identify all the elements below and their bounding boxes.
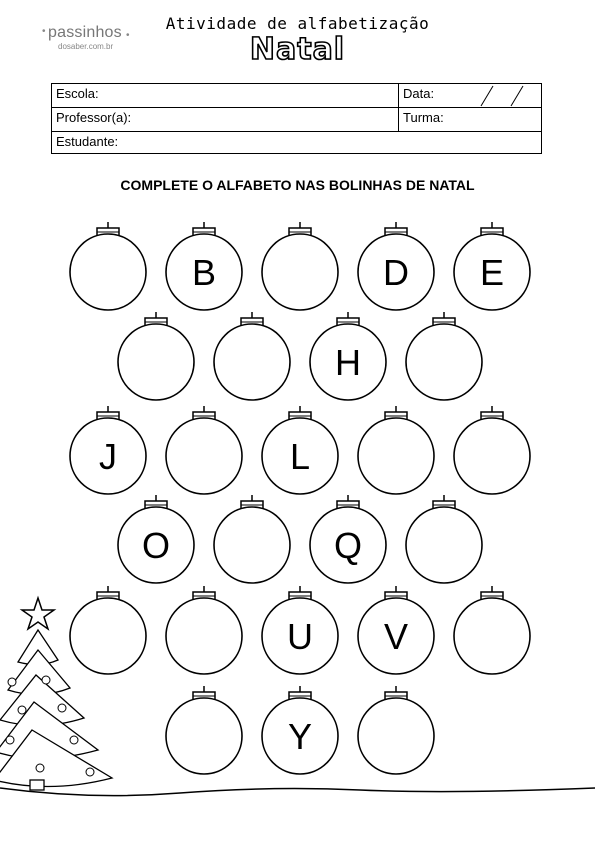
tree-icon — [0, 630, 112, 790]
logo-domain: dosaber.com.br — [58, 42, 114, 51]
ornament-ball[interactable] — [166, 406, 242, 494]
ornament-letter: D — [383, 252, 409, 293]
ornament-circle — [214, 507, 290, 583]
ornament-letter: B — [191, 252, 217, 293]
ornament-circle — [166, 418, 242, 494]
ornament-ball[interactable] — [262, 406, 338, 494]
ornament-letter: O — [141, 525, 171, 566]
ornament-circle — [454, 418, 530, 494]
logo-name: passinhos — [48, 24, 122, 41]
ornament-ball[interactable] — [166, 222, 242, 310]
ornament-ball[interactable] — [214, 495, 290, 583]
ornament-ball[interactable] — [358, 406, 434, 494]
ornament-circle — [406, 324, 482, 400]
logo-dot: • — [126, 30, 130, 41]
ornament-ball[interactable] — [70, 406, 146, 494]
ornament-circle — [118, 324, 194, 400]
ornament-ball[interactable] — [70, 222, 146, 310]
theme-title: Natal — [249, 32, 346, 67]
date-label: Data: — [403, 86, 435, 101]
ornament-letter: Q — [333, 525, 363, 566]
ornament-circle — [70, 234, 146, 310]
teacher-label: Professor(a): — [56, 110, 132, 125]
ornament-ball[interactable] — [406, 495, 482, 583]
ornament-ball[interactable] — [454, 222, 530, 310]
ornament-circle — [358, 418, 434, 494]
ornament-circle — [214, 324, 290, 400]
logo-dot: • — [42, 26, 46, 37]
ornament-ball[interactable] — [118, 495, 194, 583]
school-label: Escola: — [56, 86, 99, 101]
ornament-letter: Y — [287, 716, 313, 757]
ornament-ball[interactable] — [214, 312, 290, 400]
christmas-tree-scene — [0, 590, 595, 805]
ornament-letter: L — [289, 436, 311, 477]
ornament-letter: E — [479, 252, 505, 293]
ground-line — [0, 788, 595, 796]
ornament-ball[interactable] — [262, 222, 338, 310]
class-label: Turma: — [403, 110, 444, 125]
ornament-letter: J — [99, 436, 117, 477]
ornament-letter: H — [335, 342, 361, 383]
instruction-text: COMPLETE O ALFABETO NAS BOLINHAS DE NATAL — [120, 177, 475, 193]
ornament-ball[interactable] — [406, 312, 482, 400]
star-icon — [22, 598, 54, 629]
activity-title: Atividade de alfabetização — [165, 14, 430, 33]
ornament-circle — [262, 234, 338, 310]
ornament-ball[interactable] — [118, 312, 194, 400]
ornament-ball[interactable] — [454, 406, 530, 494]
ornament-ball[interactable] — [310, 495, 386, 583]
ornament-circle — [406, 507, 482, 583]
ornament-letter: V — [383, 616, 409, 657]
student-label: Estudante: — [56, 134, 119, 149]
ornament-letter: U — [287, 616, 313, 657]
ornament-ball[interactable] — [358, 222, 434, 310]
ornament-ball[interactable] — [310, 312, 386, 400]
